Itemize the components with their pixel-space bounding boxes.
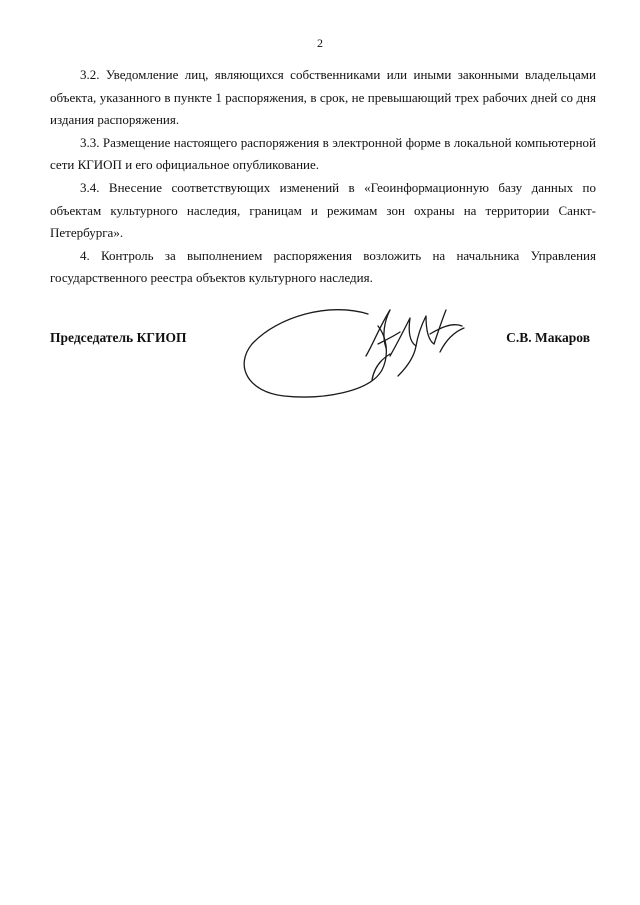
paragraph-3-3: 3.3. Размещение настоящего распоряжения в электронной форме в локальной компьютерной сети КГИОП и его официальное опубликование. (50, 134, 596, 173)
paragraph-4: 4. Контроль за выполнением распоряжения возложить на начальника Управления государственного реестра объектов культурного наследия. (50, 247, 596, 286)
signatory-name: С.В. Макаров (506, 330, 590, 345)
handwritten-signature (240, 296, 470, 408)
paragraph-3-4: 3.4. Внесение соответствующих изменений в «Геоинформационную базу данных по объектам культурного наследия, границам и режимам зон охраны на территории Санкт-Петербурга». (50, 179, 596, 241)
paragraph-3-2: 3.2. Уведомление лиц, являющихся собственниками или иными законными владельцами объекта, указанного в пункте 1 распоряжения, в срок, не превышающий трех рабочих дней со дня издания распоряжения. (50, 67, 596, 128)
document-body (50, 64, 596, 290)
signatory-title: Председатель КГИОП (50, 330, 187, 345)
page-number: 2 (317, 36, 323, 50)
